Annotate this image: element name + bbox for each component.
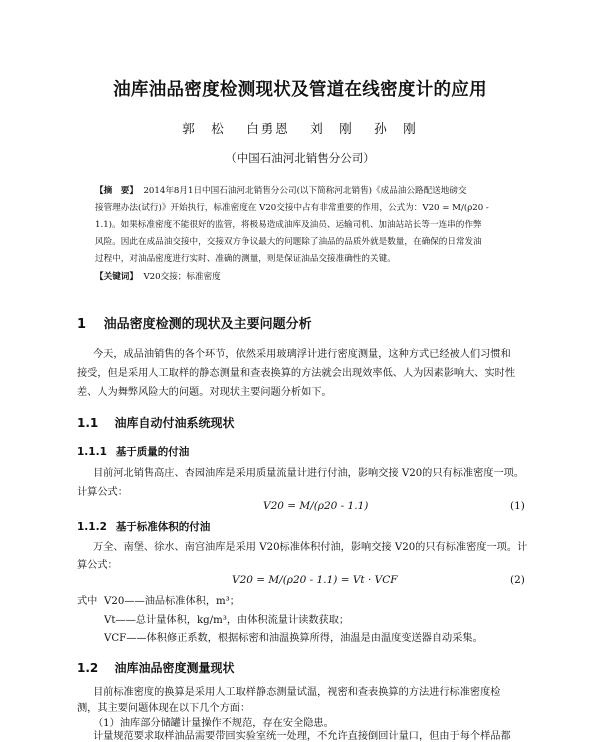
paragraph-line: 目前河北销售高庄、杏园油库是采用质量流量计进行付油，影响交接 V20的只有标准密度一项。 — [93, 468, 525, 479]
subsection-title: 油库自动付油系统现状 — [114, 416, 235, 430]
author-name: 刘 刚 — [310, 121, 354, 136]
subsubsection-heading — [77, 519, 210, 534]
equation-number: (1) — [510, 500, 525, 512]
list-item: （1）油库部分储罐计量操作不规范，存在安全隐患。 — [93, 718, 334, 729]
subsubsection-number: 1.1.2 — [77, 521, 107, 533]
keywords-line — [95, 271, 221, 283]
keywords-text: V20交接；标准密度 — [143, 272, 221, 282]
subsubsection-title: 基于标准体积的付油 — [115, 521, 211, 533]
author-list — [0, 119, 600, 137]
subsubsection-heading — [77, 444, 189, 459]
paragraph-line: 计算公式： — [77, 487, 128, 498]
subsection-number: 1.1 — [77, 416, 99, 430]
section-title: 油品密度检测的现状及主要问题分析 — [103, 317, 312, 332]
definition-line: VCF——体积修正系数，根据标密和油温换算所得，油温是由温度变送器自动采集。 — [104, 633, 483, 644]
subsection-title: 油库油品密度测量现状 — [114, 661, 235, 675]
author-name: 郭 松 — [182, 121, 226, 136]
paragraph-line: 差、人为舞弊风险大的问题。对现状主要问题分析如下。 — [77, 387, 332, 398]
section-heading — [77, 313, 312, 332]
equation-1: V20 = M/(ρ20 - 1.1) — [263, 500, 369, 512]
subsubsection-number: 1.1.1 — [77, 446, 107, 458]
section-number: 1 — [77, 317, 87, 332]
abstract-line — [95, 185, 467, 197]
equation-2: V20 = M/(ρ20 - 1.1) = Vt · VCF — [232, 574, 398, 586]
keywords-label: 【关键词】 — [95, 272, 138, 282]
subsection-heading — [77, 659, 234, 676]
abstract-line: 接管理办法(试行)》开始执行，标准密度在 V20交接中占有非常重要的作用，公式为：V20 = M/(ρ20 - — [95, 203, 489, 213]
paragraph-line: 测，其主要问题体现在以下几个方面： — [77, 703, 251, 714]
abstract-line: 1.1)。如果标准密度不能很好的监管，将极易造成油库及油员、运输司机、加油站站长等一连串的作弊 — [95, 220, 482, 230]
subsection-number: 1.2 — [77, 661, 99, 675]
subsection-heading — [77, 414, 234, 431]
abstract-text: 2014年8月1日中国石油河北销售分公司(以下简称河北销售)《成品油公路配送地磅交 — [143, 186, 467, 196]
paragraph-line: 今天，成品油销售的各个环节，依然采用玻璃浮计进行密度测量，这种方式已经被人们习惯和 — [93, 349, 511, 360]
abstract-label: 【摘 要】 — [95, 186, 138, 196]
paragraph-line: 万全、南堡、徐水、南宫油库是采用 V20标准体积付油，影响交接 V20的只有标准密度一项。计 — [93, 542, 528, 553]
paragraph-line: 目前标准密度的换算是采用人工取样静态测量试温，视密和查表换算的方法进行标准密度检 — [93, 687, 501, 698]
definition-line: Vt——总计量体积，kg/m³，由体积流量计读数获取； — [104, 615, 350, 626]
equation-number: (2) — [510, 574, 525, 586]
author-name: 孙 刚 — [374, 121, 418, 136]
paragraph-line: 接受，但是采用人工取样的静态测量和查表换算的方法就会出现效率低、人为因素影响大、实时性 — [77, 368, 516, 379]
paper-title: 油库油品密度检测现状及管道在线密度计的应用 — [113, 80, 487, 100]
where-label: 式中 — [77, 596, 98, 607]
author-name: 白勇恩 — [246, 121, 290, 136]
definition-line: V20——油品标准体积，m³； — [104, 596, 240, 607]
paragraph-line: 计量规范要求取样油品需要带回实验室统一处理，不允许直接倒回计量口，但由于每个样品都 — [93, 731, 511, 742]
abstract-line: 风险。因此在成品油交接中，交接双方争议最大的问题除了油品的品质外就是数量，在确保的日常发油 — [95, 237, 482, 247]
paragraph-line: 算公式： — [77, 560, 118, 571]
subsubsection-title: 基于质量的付油 — [115, 446, 190, 458]
abstract-line: 过程中，对油品密度进行实时、准确的测量，则是保证油品交接准确性的关键。 — [95, 254, 396, 264]
affiliation: （中国石油河北销售分公司） — [225, 151, 375, 165]
